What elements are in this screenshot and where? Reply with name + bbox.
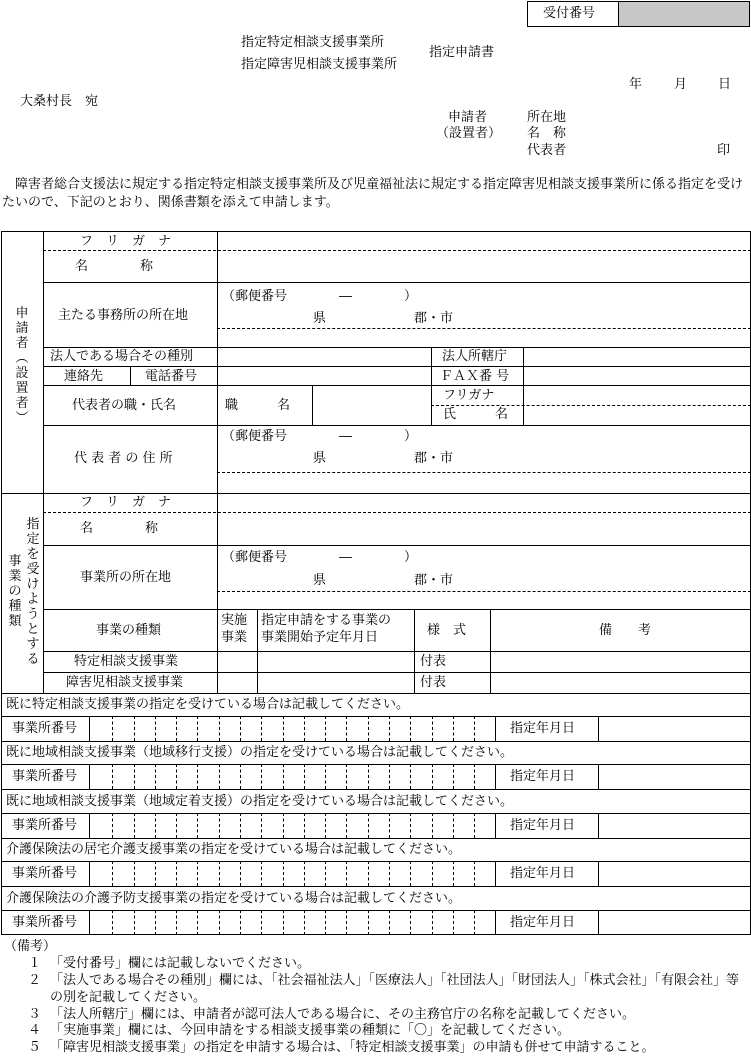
prior-date-field[interactable] bbox=[599, 862, 750, 885]
rep-name-field[interactable] bbox=[524, 406, 750, 424]
prior-divider bbox=[1, 886, 751, 887]
entity-line-1: 指定特定相談支援事業所 bbox=[241, 35, 385, 50]
prior-office-number-label: 事業所番号 bbox=[12, 818, 78, 833]
rep-post-label: 職 名 bbox=[225, 398, 291, 413]
prior-divider bbox=[1, 838, 751, 839]
service-row-specific-form: 付表 bbox=[420, 654, 447, 669]
impl-header-2: 事業 bbox=[221, 630, 248, 645]
applicant-name-field[interactable] bbox=[218, 251, 750, 282]
rep-address-field[interactable] bbox=[218, 473, 750, 492]
service-row-specific-remarks[interactable] bbox=[491, 652, 750, 671]
seal-mark: 印 bbox=[717, 143, 731, 158]
prior-note: 介護保険法の居宅介護支援事業の指定を受けている場合は記載してください。 bbox=[6, 842, 462, 857]
remarks-header: 備 考 bbox=[599, 623, 652, 638]
addressee: 大桑村長 宛 bbox=[20, 94, 99, 109]
remark-text: 「受付番号」欄には記載しないでください。 bbox=[50, 956, 311, 971]
applicant-name-label: 名 称 bbox=[527, 126, 567, 141]
business-name-field[interactable] bbox=[218, 513, 750, 544]
main-office-address-field[interactable] bbox=[218, 329, 750, 346]
service-row-child-remarks[interactable] bbox=[491, 673, 750, 692]
prior-office-number-label: 事業所番号 bbox=[12, 721, 78, 736]
prior-office-number-label: 事業所番号 bbox=[12, 866, 78, 881]
remark-number: １ bbox=[28, 956, 42, 971]
phone-field[interactable] bbox=[218, 367, 430, 385]
prior-cell-divider bbox=[495, 861, 496, 886]
prior-office-number-label: 事業所番号 bbox=[12, 915, 78, 930]
prior-date-label: 指定年月日 bbox=[510, 866, 576, 881]
impl-header-1: 実施 bbox=[221, 613, 248, 628]
office-location-label: 事業所の所在地 bbox=[80, 570, 172, 585]
applicant-address-label: 所在地 bbox=[527, 110, 567, 125]
business-type-header: 事業の種類 bbox=[96, 623, 162, 638]
service-row-specific-label: 特定相談支援事業 bbox=[74, 654, 179, 669]
prior-date-label: 指定年月日 bbox=[510, 769, 576, 784]
receipt-number-field[interactable] bbox=[619, 2, 749, 26]
main-office-city: 郡・市 bbox=[414, 311, 454, 326]
prior-cell-divider bbox=[495, 910, 496, 935]
remark-text: 「法人である場合その種別」欄には、「社会福祉法人」「医療法人」「社団法人」「財団法人」「株式会社」「有限会社」等の別を記載してください。 bbox=[50, 973, 740, 1005]
contact-label: 連絡先 bbox=[64, 369, 104, 384]
main-office-postal: （郵便番号 ― ） bbox=[222, 289, 418, 304]
applicant-label: 申請者 bbox=[448, 110, 488, 125]
prior-office-number-field[interactable] bbox=[90, 814, 490, 837]
business-furigana-label: フ リ ガ ナ bbox=[80, 495, 172, 510]
prior-divider bbox=[1, 741, 751, 742]
prior-cell-divider bbox=[495, 716, 496, 741]
main-office-label: 主たる事務所の所在地 bbox=[58, 308, 189, 323]
remarks-title: （備考） bbox=[4, 939, 57, 954]
start-date-header-2: 事業開始予定年月日 bbox=[261, 630, 379, 645]
corp-authority-label: 法人所轄庁 bbox=[442, 349, 508, 364]
prior-cell-divider bbox=[495, 764, 496, 789]
prior-office-number-field[interactable] bbox=[90, 717, 490, 740]
receipt-number-label: 受付番号 bbox=[543, 6, 596, 21]
remark-text: 「法人所轄庁」欄には、申請者が認可法人である場合に、その主務官庁の名称を記載してください。 bbox=[50, 1007, 636, 1022]
phone-label: 電話番号 bbox=[145, 369, 198, 384]
intro-paragraph: 障害者総合支援法に規定する指定特定相談支援事業所及び児童福祉法に規定する指定障害児相談支援事業所に係る指定を受けたいので、下記のとおり、関係書類を添えて申請します。 bbox=[2, 177, 744, 210]
corp-type-label: 法人である場合その種別 bbox=[50, 349, 194, 364]
main-office-pref: 県 bbox=[313, 311, 327, 326]
service-row-specific-impl[interactable] bbox=[218, 652, 256, 671]
prior-office-number-label: 事業所番号 bbox=[12, 769, 78, 784]
prior-note: 既に特定相談支援事業の指定を受けている場合は記載してください。 bbox=[6, 697, 410, 712]
applicant-sub-label: （設置者） bbox=[436, 126, 502, 141]
prior-office-number-field[interactable] bbox=[90, 765, 490, 788]
service-row-child-impl[interactable] bbox=[218, 673, 256, 692]
corp-type-field[interactable] bbox=[218, 348, 430, 366]
service-row-specific-start[interactable] bbox=[258, 652, 413, 671]
remark-number: ２ bbox=[28, 973, 42, 988]
prior-date-field[interactable] bbox=[599, 717, 750, 740]
date-day: 日 bbox=[718, 77, 732, 92]
rep-name-label: 氏 名 bbox=[443, 407, 509, 422]
start-date-header-1: 指定申請をする事業の bbox=[261, 613, 392, 628]
applicant-rep-label: 代表者 bbox=[527, 143, 567, 158]
business-furigana-field[interactable] bbox=[218, 494, 750, 512]
prior-note: 既に地域相談支援事業（地域移行支援）の指定を受けている場合は記載してください。 bbox=[6, 745, 514, 760]
rep-address-postal: （郵便番号 ― ） bbox=[222, 429, 418, 444]
prior-office-number-field[interactable] bbox=[90, 911, 490, 934]
prior-cell-divider bbox=[495, 813, 496, 838]
remark-number: ５ bbox=[28, 1040, 42, 1055]
rep-title-name-label: 代表者の職・氏名 bbox=[72, 398, 177, 413]
service-row-child-form: 付表 bbox=[420, 675, 447, 690]
prior-date-label: 指定年月日 bbox=[510, 818, 576, 833]
fax-field[interactable] bbox=[524, 367, 750, 385]
rep-address-label: 代 表 者 の 住 所 bbox=[74, 451, 173, 466]
office-location-field[interactable] bbox=[218, 592, 750, 608]
entity-line-2: 指定障害児相談支援事業所 bbox=[241, 57, 398, 72]
applicant-furigana-label: フ リ ガ ナ bbox=[80, 234, 172, 249]
corp-authority-field[interactable] bbox=[524, 348, 750, 366]
remark-number: ４ bbox=[28, 1023, 42, 1038]
rep-address-city: 郡・市 bbox=[414, 451, 454, 466]
prior-note: 既に地域相談支援事業（地域定着支援）の指定を受けている場合は記載してください。 bbox=[6, 794, 514, 809]
prior-date-field[interactable] bbox=[599, 814, 750, 837]
remark-number: ３ bbox=[28, 1007, 42, 1022]
prior-date-field[interactable] bbox=[599, 911, 750, 934]
service-row-child-label: 障害児相談支援事業 bbox=[66, 675, 184, 690]
business-name-label: 名 称 bbox=[80, 521, 159, 536]
office-location-postal: （郵便番号 ― ） bbox=[222, 550, 418, 565]
prior-note: 介護保険法の介護予防支援事業の指定を受けている場合は記載してください。 bbox=[6, 891, 462, 906]
remark-text: 「実施事業」欄には、今回申請をする相談支援事業の種類に「〇」を記載してください。 bbox=[50, 1023, 571, 1038]
prior-date-field[interactable] bbox=[599, 765, 750, 788]
prior-office-number-field[interactable] bbox=[90, 862, 490, 885]
applicant-side-label: 申 請 者 ︵ 設 置 者 ︶ bbox=[15, 306, 29, 426]
fax-label: ＦＡＸ番 号 bbox=[440, 369, 510, 384]
form-header: 様 式 bbox=[427, 623, 467, 638]
rep-furigana-field[interactable] bbox=[524, 386, 750, 404]
office-location-pref: 県 bbox=[313, 573, 327, 588]
prior-date-label: 指定年月日 bbox=[510, 915, 576, 930]
service-row-child-start[interactable] bbox=[258, 673, 413, 692]
prior-divider bbox=[1, 789, 751, 790]
remark-text: 「障害児相談支援事業」の指定を申請する場合は、「特定相談支援事業」の申請も併せて申請すること。 bbox=[50, 1040, 655, 1055]
date-year: 年 bbox=[629, 77, 643, 92]
form-title: 指定申請書 bbox=[429, 45, 495, 60]
rep-post-field[interactable] bbox=[313, 386, 430, 424]
date-month: 月 bbox=[674, 77, 688, 92]
prior-date-label: 指定年月日 bbox=[510, 721, 576, 736]
applicant-name-label: 名 称 bbox=[75, 259, 154, 274]
office-location-city: 郡・市 bbox=[414, 573, 454, 588]
rep-furigana-label: フリガナ bbox=[443, 388, 495, 403]
rep-address-pref: 県 bbox=[313, 451, 327, 466]
applicant-furigana-field[interactable] bbox=[218, 232, 750, 250]
